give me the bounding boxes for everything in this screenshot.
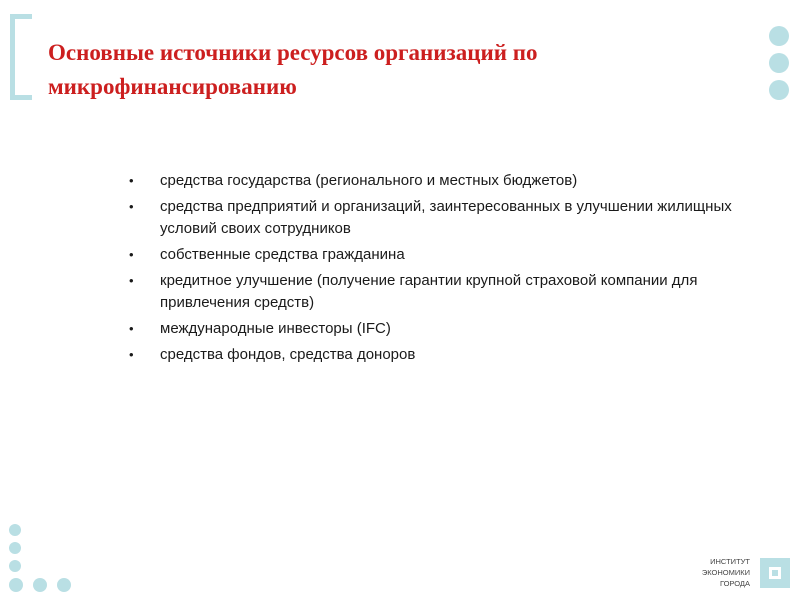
list-item	[126, 318, 766, 340]
bullet-marker: •	[129, 247, 134, 262]
list-item-text: кредитное улучшение (получение гарантии крупной страховой компании для привлечения средств)	[160, 272, 698, 311]
bullet-marker: •	[129, 321, 134, 336]
bullet-marker: •	[129, 173, 134, 188]
list-item-text: международные инвесторы (IFC)	[160, 320, 391, 337]
decorative-dot	[9, 578, 23, 592]
decorative-bracket	[10, 14, 32, 100]
list-item	[126, 244, 766, 266]
title-line-2: микрофинансированию	[48, 74, 297, 99]
logo-square-icon	[760, 558, 790, 588]
decorative-dot	[33, 578, 47, 592]
bullet-list	[126, 170, 766, 370]
title-line-1: Основные источники ресурсов организаций по	[48, 40, 538, 65]
list-item-text: средства предприятий и организаций, заинтересованных в улучшении жилищных условий своих сотрудников	[160, 198, 732, 237]
institute-logo	[680, 556, 790, 590]
decorative-dot	[57, 578, 71, 592]
bullet-marker: •	[129, 273, 134, 288]
list-item	[126, 170, 766, 192]
bullet-marker: •	[129, 347, 134, 362]
list-item	[126, 270, 766, 314]
logo-text	[702, 556, 750, 589]
list-item	[126, 196, 766, 240]
list-item-text: собственные средства гражданина	[160, 246, 405, 263]
decorative-dot	[9, 542, 21, 554]
list-item-text: средства фондов, средства доноров	[160, 346, 416, 363]
list-item	[126, 344, 766, 366]
list-item-text: средства государства (регионального и местных бюджетов)	[160, 172, 578, 189]
decorative-dot	[769, 80, 789, 100]
logo-line-1: ИНСТИТУТ	[710, 557, 750, 566]
decorative-dot	[769, 53, 789, 73]
logo-line-2: ЭКОНОМИКИ	[701, 568, 750, 577]
decorative-dot	[9, 560, 21, 572]
decorative-dot	[769, 26, 789, 46]
decorative-dot	[9, 524, 21, 536]
logo-line-3: ГОРОДА	[719, 579, 750, 588]
bullet-marker: •	[129, 199, 134, 214]
slide-title	[48, 36, 688, 104]
